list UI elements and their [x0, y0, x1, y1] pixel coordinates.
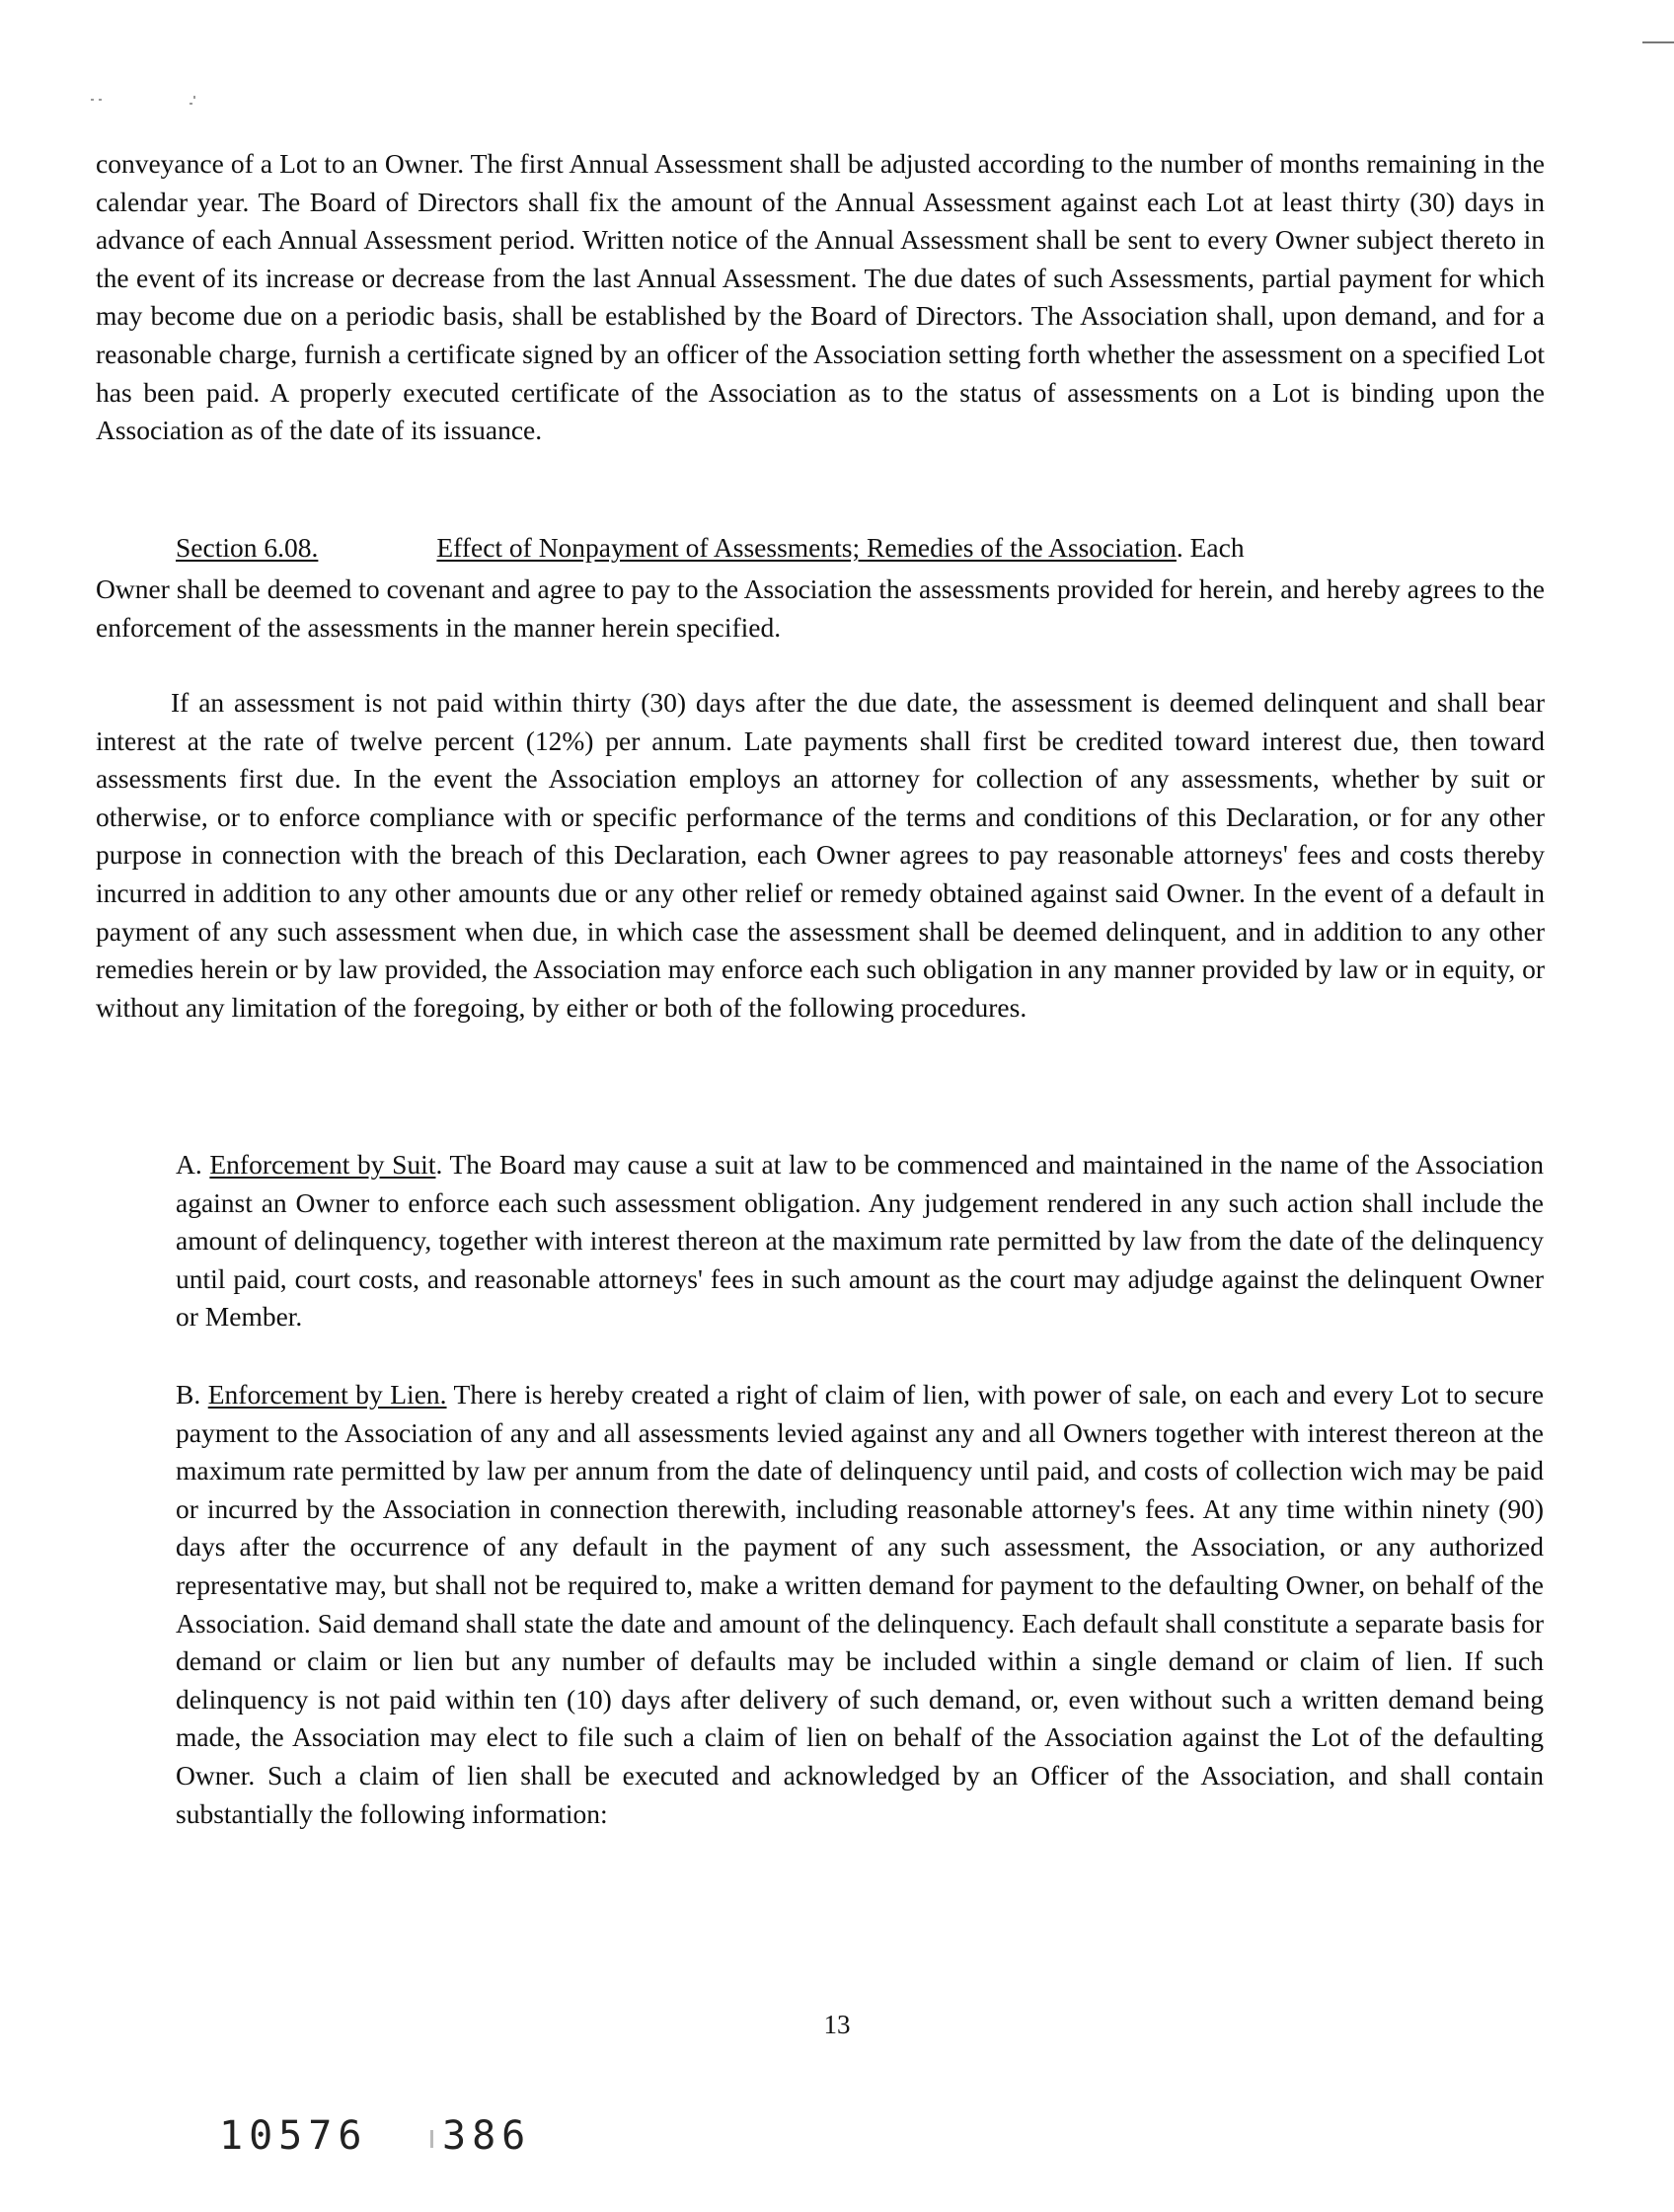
item-text-b: There is hereby created a right of claim of lien, with power of sale, on each and every Lot to secure payment to the Association of any and all assessments levied against any and all Owners together with interest thereon at the maximum rate permitted by law per annum from the date of delinquency until paid, and costs of collection wich may be paid or incurred by the Association in connection therewith, including reasonable attorney's fees. At any time within ninety (90) days after the occurrence of any default in the payment of any such assessment, the Association, or any authorized representative may, but shall not be required to, make a written demand for payment to the defaulting Owner, on behalf of the Association. Said demand shall state the date and amount of the delinquency. Each default shall constitute a separate basis for demand or claim or lien but any number of defaults may be included within a single demand or claim of lien. If such delinquency is not paid within ten (10) days after delivery of such demand, or, even without such a written demand being made, the Association may elect to file such a claim of lien on behalf of the Association against the Lot of the defaulting Owner. Such a claim of lien shall be executed and acknowledged by an Officer of the Association, and shall contain substantially the following information:	[176, 1379, 1545, 1829]
section-number: Section 6.08.	[176, 532, 319, 563]
stamp-separator	[430, 2130, 433, 2148]
paragraph-enforcement-lien	[176, 1376, 1544, 1833]
paragraph-nonpayment: If an assessment is not paid within thirty (30) days after the due date, the assessment is deemed delinquent and shall bear interest at the rate of twelve percent (12%) per annum. Late payments shall first be credited toward interest due, then toward assessments first due. In the event the Association employs an attorney for collection of any assessments, whether by suit or otherwise, or to enforce compliance with or specific performance of the terms and conditions of this Declaration, or for any other purpose in connection with the breach of this Declaration, each Owner agrees to pay reasonable attorneys' fees and costs thereby incurred in addition to any other amounts due or any other relief or remedy obtained against said Owner. In the event of a default in payment of any such assessment when due, in which case the assessment shall be deemed delinquent, and in addition to any other remedies herein or by law provided, the Association may enforce each such obligation in any manner provided by law or in equity, or without any limitation of the foregoing, by either or both of the following procedures.	[96, 687, 1545, 1023]
paragraph-section-body: Owner shall be deemed to covenant and agree to pay to the Association the assessments provided for herein, and hereby agrees to the enforcement of the assessments in the manner herein specified.	[96, 573, 1545, 643]
item-label-b: B.	[176, 1379, 201, 1410]
paragraph-enforcement-suit	[176, 1146, 1544, 1336]
scan-edge-mark	[1642, 41, 1674, 43]
section-lead: . Each	[1176, 532, 1245, 563]
item-label-a: A.	[176, 1149, 202, 1180]
item-title-b: Enforcement by Lien.	[207, 1379, 447, 1410]
paragraph-assessment-continued: conveyance of a Lot to an Owner. The first Annual Assessment shall be adjusted according to the number of months remaining in the calendar year. The Board of Directors shall fix the amount of the Annual Assessment against each Lot at least thirty (30) days in advance of each Annual Assessment period. Written notice of the Annual Assessment shall be sent to every Owner subject thereto in the event of its increase or decrease from the last Annual Assessment. The due dates of such Assessments, partial payment for which may become due on a periodic basis, shall be established by the Board of Directors. The Association shall, upon demand, and for a reasonable charge, furnish a certificate signed by an officer of the Association setting forth whether the assessment on a specified Lot has been paid. A properly executed certificate of the Association as to the status of assessments on a Lot is binding upon the Association as of the date of its issuance.	[96, 148, 1545, 446]
scan-speck	[193, 96, 195, 99]
item-title-a: Enforcement by Suit	[209, 1149, 436, 1180]
page-number: 13	[823, 2010, 851, 2039]
scan-speck	[99, 99, 102, 101]
section-heading	[176, 532, 1245, 564]
item-text-a: . The Board may cause a suit at law to be commenced and maintained in the name of the Association against an Owner to enforce each such assessment obligation. Any judgement rendered in any such action shall include the amount of delinquency, together with interest thereon at the maximum rate permitted by law from the date of the delinquency until paid, court costs, and reasonable attorneys' fees in such amount as the court may adjudge against the delinquent Owner or Member.	[176, 1149, 1545, 1333]
recording-page-stamp: 386	[442, 2113, 532, 2159]
scan-speck	[190, 103, 192, 105]
scan-speck	[91, 99, 94, 101]
recording-book-stamp: 10576	[219, 2113, 368, 2159]
section-title: Effect of Nonpayment of Assessments; Remedies of the Association	[436, 532, 1177, 563]
